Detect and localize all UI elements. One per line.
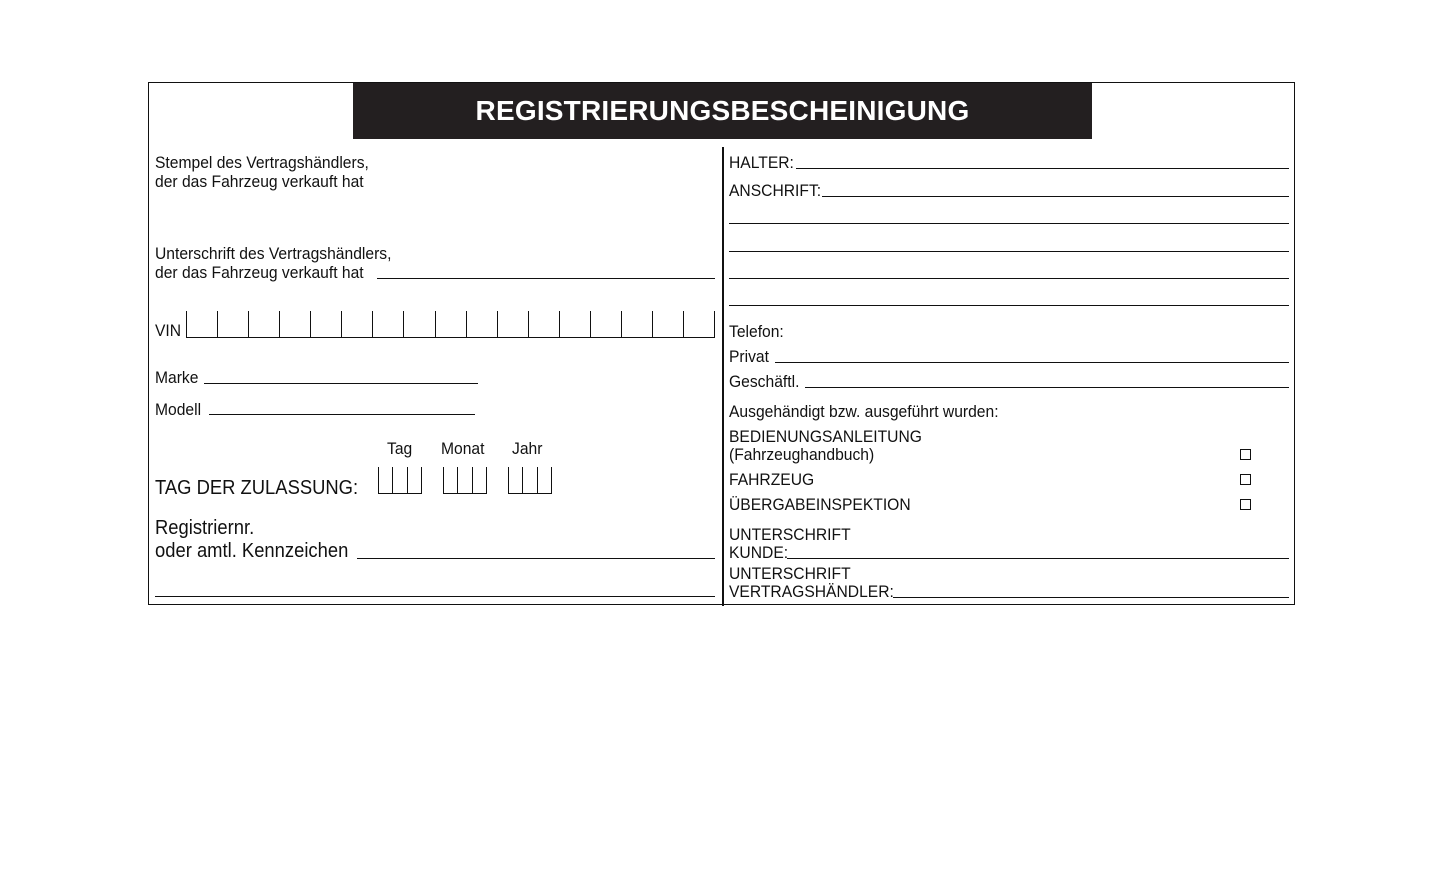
dealer-signature-label-line-1: Unterschrift des Vertragshändlers,	[155, 244, 392, 263]
registration-date-label: TAG DER ZULASSUNG:	[155, 477, 359, 499]
regnr-label-line-2: oder amtl. Kennzeichen	[155, 540, 349, 562]
geschaeftl-label: Geschäftl.	[729, 372, 800, 391]
date-day-input[interactable]	[378, 467, 422, 494]
customer-signature-label-line-2: KUNDE:	[729, 543, 789, 562]
anschrift-field[interactable]	[822, 196, 1289, 197]
vin-char-box[interactable]	[248, 311, 279, 337]
customer-signature-label-line-1: UNTERSCHRIFT	[729, 525, 851, 544]
date-digit-box[interactable]	[392, 467, 406, 493]
anschrift-label: ANSCHRIFT:	[729, 181, 822, 200]
stamp-label-line-1: Stempel des Vertragshändlers,	[155, 153, 369, 172]
anschrift-field-line-2[interactable]	[729, 223, 1289, 224]
business-phone-field[interactable]	[805, 387, 1289, 388]
regnr-field[interactable]	[357, 558, 715, 559]
modell-label: Modell	[155, 400, 202, 419]
inspection-checkbox[interactable]	[1240, 499, 1251, 510]
date-digit-box[interactable]	[457, 467, 471, 493]
anschrift-field-line-5[interactable]	[729, 305, 1289, 306]
halter-field[interactable]	[796, 168, 1289, 169]
modell-field[interactable]	[209, 414, 475, 415]
dealer-handover-signature-field[interactable]	[893, 597, 1289, 598]
dealer-signature-label-line-2: der das Fahrzeug verkauft hat	[155, 263, 364, 282]
vin-char-box[interactable]	[186, 311, 217, 337]
dealer-handover-signature-label-line-2: VERTRAGSHÄNDLER:	[729, 582, 894, 601]
handed-over-label: Ausgehändigt bzw. ausgeführt wurden:	[729, 402, 999, 421]
customer-signature-field[interactable]	[787, 558, 1289, 559]
date-digit-box[interactable]	[472, 467, 487, 493]
date-digit-box[interactable]	[508, 467, 522, 493]
registration-certificate-form	[148, 82, 1295, 605]
vin-char-box[interactable]	[279, 311, 310, 337]
marke-label: Marke	[155, 368, 199, 387]
manual-checkbox[interactable]	[1240, 449, 1251, 460]
telefon-label: Telefon:	[729, 322, 784, 341]
item-manual-label-line-1: BEDIENUNGSANLEITUNG	[729, 427, 922, 446]
vehicle-checkbox[interactable]	[1240, 474, 1251, 485]
privat-label: Privat	[729, 347, 769, 366]
date-month-label: Monat	[441, 439, 485, 458]
vin-char-box[interactable]	[310, 311, 341, 337]
vin-label: VIN	[155, 321, 182, 340]
vin-char-box[interactable]	[435, 311, 466, 337]
privat-phone-field[interactable]	[775, 362, 1289, 363]
vin-char-box[interactable]	[466, 311, 497, 337]
vin-char-box[interactable]	[341, 311, 372, 337]
vin-char-box[interactable]	[372, 311, 403, 337]
dealer-signature-field[interactable]	[377, 278, 715, 279]
date-digit-box[interactable]	[522, 467, 536, 493]
date-day-label: Tag	[387, 439, 413, 458]
date-digit-box[interactable]	[378, 467, 392, 493]
vin-char-box[interactable]	[652, 311, 683, 337]
date-year-label: Jahr	[512, 439, 543, 458]
vin-char-box[interactable]	[217, 311, 248, 337]
vin-char-box[interactable]	[403, 311, 434, 337]
halter-label: HALTER:	[729, 153, 794, 172]
vin-char-box[interactable]	[590, 311, 621, 337]
item-vehicle-label: FAHRZEUG	[729, 470, 815, 489]
item-manual-label-line-2: (Fahrzeughandbuch)	[729, 445, 875, 464]
vin-char-box[interactable]	[621, 311, 652, 337]
vin-char-box[interactable]	[683, 311, 715, 337]
vin-char-box[interactable]	[559, 311, 590, 337]
stamp-label-line-2: der das Fahrzeug verkauft hat	[155, 172, 364, 191]
date-digit-box[interactable]	[537, 467, 552, 493]
dealer-handover-signature-label-line-1: UNTERSCHRIFT	[729, 564, 851, 583]
date-digit-box[interactable]	[407, 467, 422, 493]
anschrift-field-line-3[interactable]	[729, 251, 1289, 252]
date-digit-box[interactable]	[443, 467, 457, 493]
date-year-input[interactable]	[508, 467, 552, 494]
column-divider	[722, 147, 724, 606]
anschrift-field-line-4[interactable]	[729, 278, 1289, 279]
marke-field[interactable]	[204, 383, 478, 384]
vin-char-box[interactable]	[528, 311, 559, 337]
regnr-label-line-1: Registriernr.	[155, 517, 255, 539]
regnr-field-extra-line[interactable]	[155, 596, 715, 597]
date-month-input[interactable]	[443, 467, 487, 494]
vin-input[interactable]	[186, 311, 715, 338]
form-title: REGISTRIERUNGSBESCHEINIGUNG	[353, 83, 1092, 139]
item-inspection-label: ÜBERGABEINSPEKTION	[729, 495, 911, 514]
vin-char-box[interactable]	[497, 311, 528, 337]
